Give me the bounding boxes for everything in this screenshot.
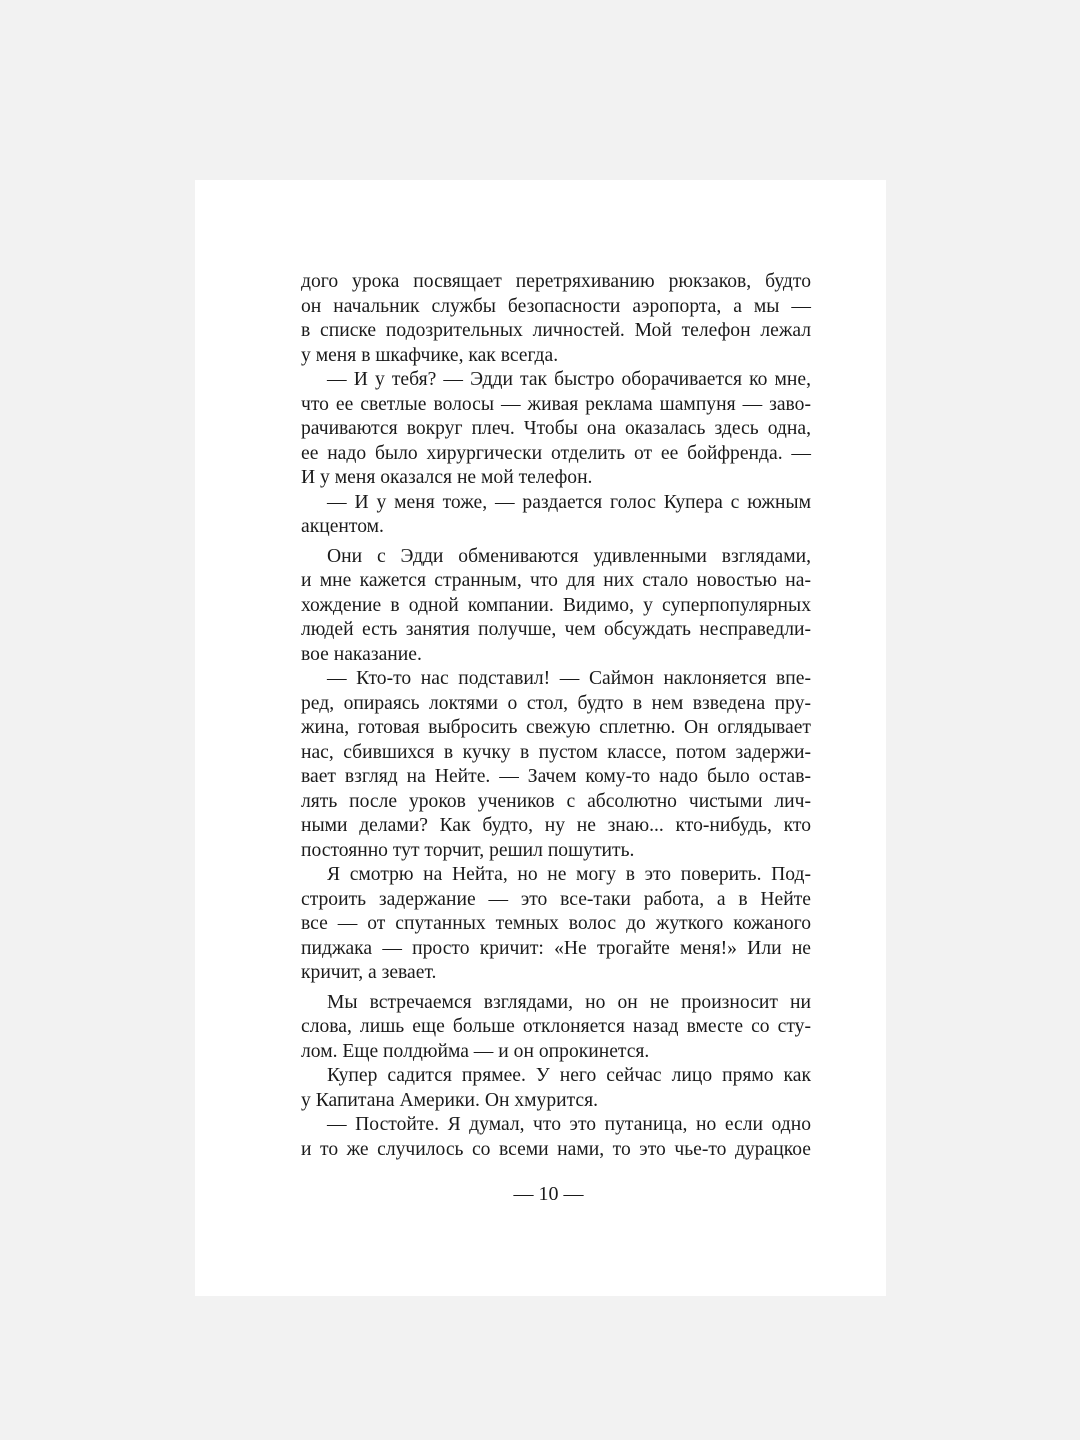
page-number: — 10 — [513, 1183, 584, 1205]
text-line: И у меня оказался не мой телефон. [301, 467, 593, 488]
text-line: акцентом. [301, 516, 384, 537]
text-line: Они с Эдди обмениваются удивленными взглядами, [327, 545, 811, 567]
text-line: Купер садится прямее. У него сейчас лицо прямо как [327, 1065, 811, 1086]
text-line: — И у меня тоже, — раздается голос Купера с южным [327, 491, 811, 513]
text-line: у меня в шкафчике, как всегда. [301, 344, 559, 366]
text-line: вое наказание. [301, 643, 422, 665]
text-line: — И у тебя? — Эдди так быстро оборачивается ко мне, [327, 369, 811, 390]
text-line: пиджака — просто кричит: «Не трогайте меня!» Или не [301, 937, 811, 959]
text-line: лять после уроков учеников с абсолютно чистыми лич- [301, 790, 811, 812]
text-line: слова, лишь еще больше отклоняется назад вместе со сту- [301, 1016, 811, 1037]
text-line: нас, сбившихся в кучку в пустом классе, потом задержи- [301, 741, 811, 763]
body-text [301, 270, 811, 1162]
text-line: кричит, а зевает. [301, 962, 437, 983]
text-line: что ее светлые волосы — живая реклама шампуня — заво- [301, 393, 811, 415]
text-line: и то же случилось со всеми нами, то это чье-то дурацкое [301, 1138, 811, 1160]
text-line: и мне кажется странным, что для них стало новостью на- [301, 570, 811, 591]
book-page [195, 180, 886, 1296]
text-line: рачиваются вокруг плеч. Чтобы она оказалась здесь одна, [301, 418, 811, 439]
text-line: — Кто-то нас подставил! — Саймон наклоняется впе- [327, 668, 811, 689]
text-line: все — от спутанных темных волос до жуткого кожаного [301, 913, 811, 934]
text-line: у Капитана Америки. Он хмурится. [301, 1089, 599, 1111]
text-line: людей есть занятия получше, чем обсуждать несправедли- [301, 619, 811, 640]
text-line: хождение в одной компании. Видимо, у суперпопулярных [301, 594, 811, 616]
text-line: вает взгляд на Нейте. — Зачем кому-то надо было остав- [301, 766, 811, 787]
text-line: Мы встречаемся взглядами, но он не произносит ни [327, 991, 811, 1013]
text-line: дого урока посвящает перетряхиванию рюкзаков, будто [301, 271, 811, 292]
text-line: ред, опираясь локтями о стол, будто в нем взведена пру- [301, 692, 811, 714]
text-line: ными делами? Как будто, ну не знаю... кто-нибудь, кто [301, 815, 811, 836]
text-line: Я смотрю на Нейта, но не могу в это поверить. Под- [327, 864, 811, 885]
text-line: строить задержание — это все-таки работа, а в Нейте [301, 888, 811, 910]
text-line: лом. Еще полдюйма — и он опрокинется. [301, 1040, 650, 1062]
text-line: в списке подозрительных личностей. Мой телефон лежал [301, 320, 811, 341]
text-line: ее надо было хирургически отделить от ее бойфренда. — [301, 442, 811, 464]
text-line: жина, готовая выбросить свежую сплетню. Он оглядывает [301, 717, 811, 738]
text-line: он начальник службы безопасности аэропорта, а мы — [301, 295, 811, 317]
text-line: постоянно тут торчит, решил пошутить. [301, 839, 635, 861]
text-line: — Постойте. Я думал, что это путаница, но если одно [327, 1114, 811, 1135]
